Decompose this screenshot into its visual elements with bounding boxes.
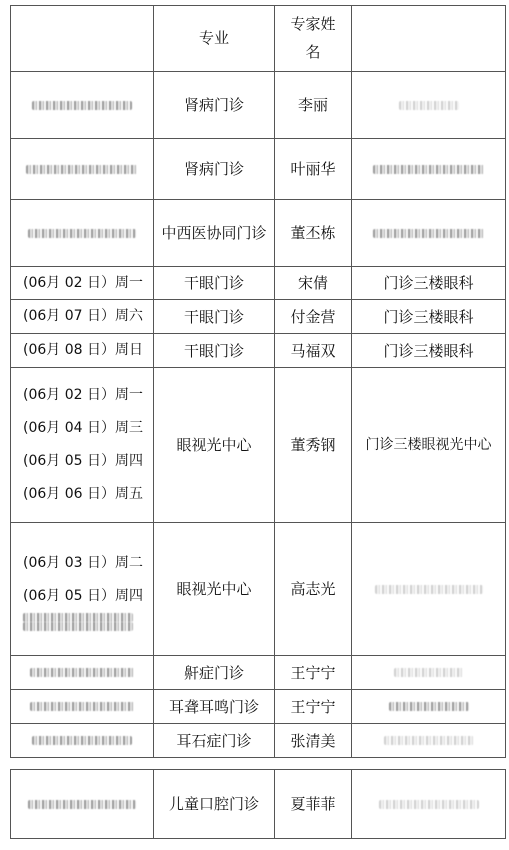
- header-expert: [274, 5, 351, 71]
- location-cell: 门诊三楼眼科: [351, 267, 506, 299]
- table-row: [10, 368, 506, 523]
- date-cell: [10, 300, 153, 333]
- redacted-text: [32, 736, 132, 745]
- specialty-cell: 眼视光中心: [153, 368, 274, 522]
- location-cell-redacted: [351, 72, 506, 138]
- expert-cell: 王宁宁: [274, 656, 351, 689]
- table-row: [10, 72, 506, 139]
- expert-cell: 夏菲菲: [274, 770, 351, 838]
- expert-cell: 马福双: [274, 334, 351, 367]
- expert-cell: 李丽: [274, 72, 351, 138]
- redacted-text: [28, 229, 136, 238]
- specialty-cell: 干眼门诊: [153, 300, 274, 333]
- table-row: [10, 523, 506, 656]
- redacted-text: [28, 800, 136, 809]
- location-cell-redacted: [351, 770, 506, 838]
- specialty-cell: 耳石症门诊: [153, 724, 274, 757]
- date-cell-redacted: [10, 200, 153, 266]
- expert-cell: 董丕栋: [274, 200, 351, 266]
- date-cell: [10, 267, 153, 299]
- date-cell-redacted: [10, 656, 153, 689]
- redacted-text: [30, 702, 135, 711]
- location-cell-redacted: [351, 724, 506, 757]
- table-row: [10, 200, 506, 267]
- date-line: (06月 04 日）周三: [23, 420, 143, 436]
- redacted-text: [384, 736, 474, 745]
- date-line: (06月 05 日）周四: [23, 453, 143, 469]
- expert-cell: 董秀钢: [274, 368, 351, 522]
- redacted-text: [26, 165, 138, 174]
- header-location-cell: [351, 5, 506, 71]
- specialty-cell: 干眼门诊: [153, 334, 274, 367]
- date-line: (06月 02 日）周一: [23, 387, 143, 403]
- location-cell: 门诊三楼眼科: [351, 334, 506, 367]
- date-cell: [10, 523, 153, 655]
- redacted-text: [373, 165, 485, 174]
- expert-cell: 高志光: [274, 523, 351, 655]
- redacted-text: [399, 101, 459, 110]
- expert-cell: 宋倩: [274, 267, 351, 299]
- date-cell: [10, 368, 153, 522]
- header-specialty: 专业: [153, 5, 274, 71]
- specialty-cell: 眼视光中心: [153, 523, 274, 655]
- table-row: [10, 300, 506, 334]
- specialty-cell: 鼾症门诊: [153, 656, 274, 689]
- redacted-text: [23, 622, 133, 631]
- redacted-text: [375, 585, 483, 594]
- redacted-text: [389, 702, 469, 711]
- header-expert-line1: 专家姓: [290, 15, 336, 33]
- redacted-text: [379, 800, 479, 809]
- date-line: (06月 08 日）周日: [23, 342, 143, 358]
- expert-cell: 王宁宁: [274, 690, 351, 723]
- date-line-redacted: [23, 613, 133, 622]
- table-row: [10, 334, 506, 368]
- redacted-text: [32, 101, 132, 110]
- date-cell: [10, 334, 153, 367]
- date-line: (06月 07 日）周六: [23, 308, 143, 324]
- expert-cell: 张清美: [274, 724, 351, 757]
- location-cell-redacted: [351, 690, 506, 723]
- header-date-cell: [10, 5, 153, 71]
- specialty-cell: 儿童口腔门诊: [153, 770, 274, 838]
- date-cell-redacted: [10, 139, 153, 199]
- date-cell-redacted: [10, 72, 153, 138]
- table-row: [10, 690, 506, 724]
- date-cell-redacted: [10, 770, 153, 838]
- date-cell-redacted: [10, 724, 153, 757]
- table-row: [10, 139, 506, 200]
- location-cell-redacted: [351, 200, 506, 266]
- date-line: (06月 05 日）周四: [23, 588, 143, 604]
- expert-cell: 叶丽华: [274, 139, 351, 199]
- location-cell: 门诊三楼眼视光中心: [351, 368, 506, 522]
- date-line: (06月 06 日）周五: [23, 486, 143, 502]
- specialty-cell: 干眼门诊: [153, 267, 274, 299]
- location-cell: 门诊三楼眼科: [351, 300, 506, 333]
- table-row: [10, 267, 506, 300]
- table-row: [10, 769, 506, 839]
- specialty-cell: 肾病门诊: [153, 72, 274, 138]
- redacted-text: [23, 613, 133, 622]
- date-line-redacted: [23, 622, 133, 631]
- location-cell-redacted: [351, 523, 506, 655]
- expert-cell: 付金营: [274, 300, 351, 333]
- date-line: (06月 02 日）周一: [23, 274, 143, 291]
- specialty-cell: 耳聋耳鸣门诊: [153, 690, 274, 723]
- table-row: [10, 724, 506, 758]
- location-cell-redacted: [351, 656, 506, 689]
- header-expert-line2: 名: [305, 43, 321, 61]
- date-line: (06月 03 日）周二: [23, 555, 143, 571]
- specialty-cell: 肾病门诊: [153, 139, 274, 199]
- date-cell-redacted: [10, 690, 153, 723]
- location-cell-redacted: [351, 139, 506, 199]
- redacted-text: [373, 229, 485, 238]
- specialty-cell: 中西医协同门诊: [153, 200, 274, 266]
- redacted-text: [394, 668, 464, 677]
- table-row: [10, 656, 506, 690]
- table-header-row: [10, 5, 506, 72]
- redacted-text: [30, 668, 135, 677]
